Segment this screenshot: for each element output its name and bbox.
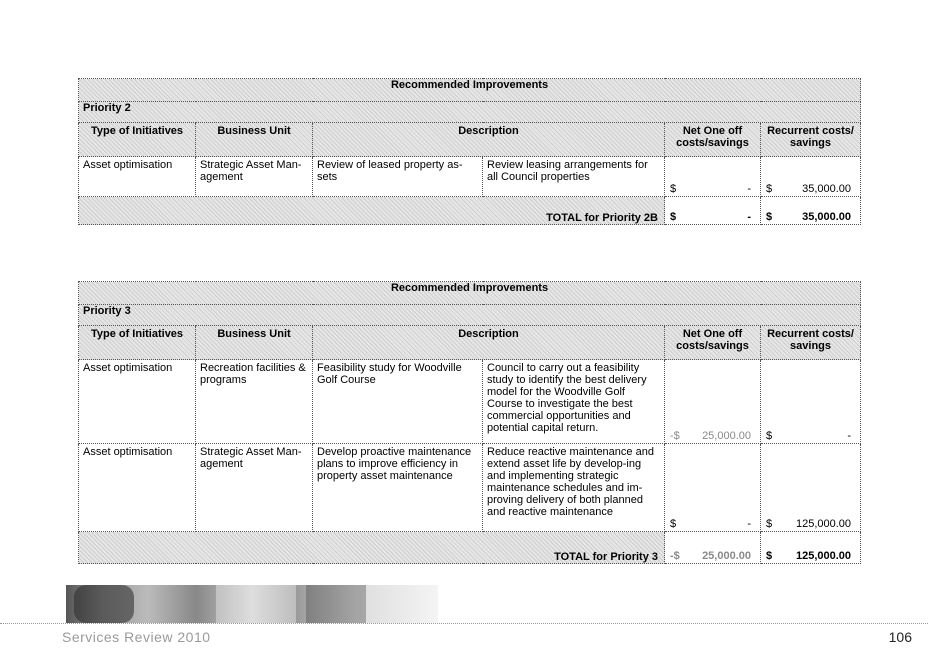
amount: - <box>847 430 852 442</box>
cell-description-detail: Review leasing arrangements for all Council properties <box>483 157 665 197</box>
total-label: TOTAL for Priority 2B <box>79 197 665 225</box>
photo-thumbnail <box>306 585 366 623</box>
cell-description-short: Feasibility study for Woodville Golf Course <box>313 360 483 444</box>
amount: - <box>747 183 751 195</box>
currency-symbol: $ <box>670 183 677 195</box>
table-title: Recommended Improvements <box>79 282 861 305</box>
header-business-unit: Business Unit <box>196 123 313 157</box>
amount: 125,000.00 <box>795 518 852 530</box>
amount: 35,000.00 <box>802 211 852 223</box>
amount: 125,000.00 <box>795 550 852 562</box>
photo-strip <box>66 585 438 623</box>
cell-type: Asset optimisation <box>79 360 196 444</box>
priority-label: Priority 3 <box>79 305 861 326</box>
cell-net-one-off <box>665 360 761 444</box>
amount: 35,000.00 <box>802 183 852 195</box>
total-net-one-off <box>665 532 761 564</box>
cell-description-detail: Reduce reactive maintenance and extend asset life by develop-ing and implementing strategic maintenance schedules and im-proving delivery of both planned and reactive maintenance <box>483 444 665 532</box>
total-recurrent <box>761 532 861 564</box>
total-recurrent <box>761 197 861 225</box>
header-net-one-off: Net One off costs/savings <box>665 326 761 360</box>
currency-symbol: $ <box>670 211 677 223</box>
table-row <box>79 444 861 532</box>
header-type: Type of Initiatives <box>79 123 196 157</box>
header-recurrent: Recurrent costs/ savings <box>761 123 861 157</box>
cell-description-short: Review of leased property as-sets <box>313 157 483 197</box>
currency-symbol: -$ <box>670 430 680 442</box>
currency-symbol: $ <box>766 550 773 562</box>
amount: - <box>747 211 751 223</box>
cell-net-one-off <box>665 444 761 532</box>
cell-type: Asset optimisation <box>79 444 196 532</box>
amount: 25,000.00 <box>702 430 751 442</box>
cell-business-unit: Recreation facilities & programs <box>196 360 313 444</box>
page-number: 106 <box>888 629 912 645</box>
currency-symbol: $ <box>766 430 773 442</box>
header-net-one-off: Net One off costs/savings <box>665 123 761 157</box>
photo-thumbnail <box>74 585 134 623</box>
table-row <box>79 360 861 444</box>
cell-recurrent <box>761 360 861 444</box>
photo-thumbnail <box>216 585 296 623</box>
header-type: Type of Initiatives <box>79 326 196 360</box>
priority-3-table <box>78 281 861 564</box>
cell-description-short: Develop proactive maintenance plans to improve efficiency in property asset maintenance <box>313 444 483 532</box>
amount: 25,000.00 <box>702 550 751 562</box>
table-row <box>79 157 861 197</box>
footer-title: Services Review 2010 <box>62 629 211 645</box>
cell-type: Asset optimisation <box>79 157 196 197</box>
cell-recurrent <box>761 157 861 197</box>
cell-recurrent <box>761 444 861 532</box>
currency-symbol: $ <box>766 183 773 195</box>
currency-symbol: $ <box>670 518 677 530</box>
header-description: Description <box>313 123 665 157</box>
total-label: TOTAL for Priority 3 <box>79 532 665 564</box>
currency-symbol: $ <box>766 518 773 530</box>
amount: - <box>747 518 751 530</box>
currency-symbol: $ <box>766 211 773 223</box>
table-title: Recommended Improvements <box>79 79 861 102</box>
currency-symbol: -$ <box>670 550 680 562</box>
total-net-one-off <box>665 197 761 225</box>
cell-business-unit: Strategic Asset Man-agement <box>196 157 313 197</box>
header-recurrent: Recurrent costs/ savings <box>761 326 861 360</box>
cell-net-one-off <box>665 157 761 197</box>
priority-label: Priority 2 <box>79 102 861 123</box>
header-description: Description <box>313 326 665 360</box>
priority-2-table <box>78 78 861 225</box>
footer-divider <box>0 623 928 624</box>
header-business-unit: Business Unit <box>196 326 313 360</box>
cell-description-detail: Council to carry out a feasibility study to identify the best delivery model for the Woodville Golf Course to investigate the best commercial opportunities and potential capital return. <box>483 360 665 444</box>
cell-business-unit: Strategic Asset Man-agement <box>196 444 313 532</box>
